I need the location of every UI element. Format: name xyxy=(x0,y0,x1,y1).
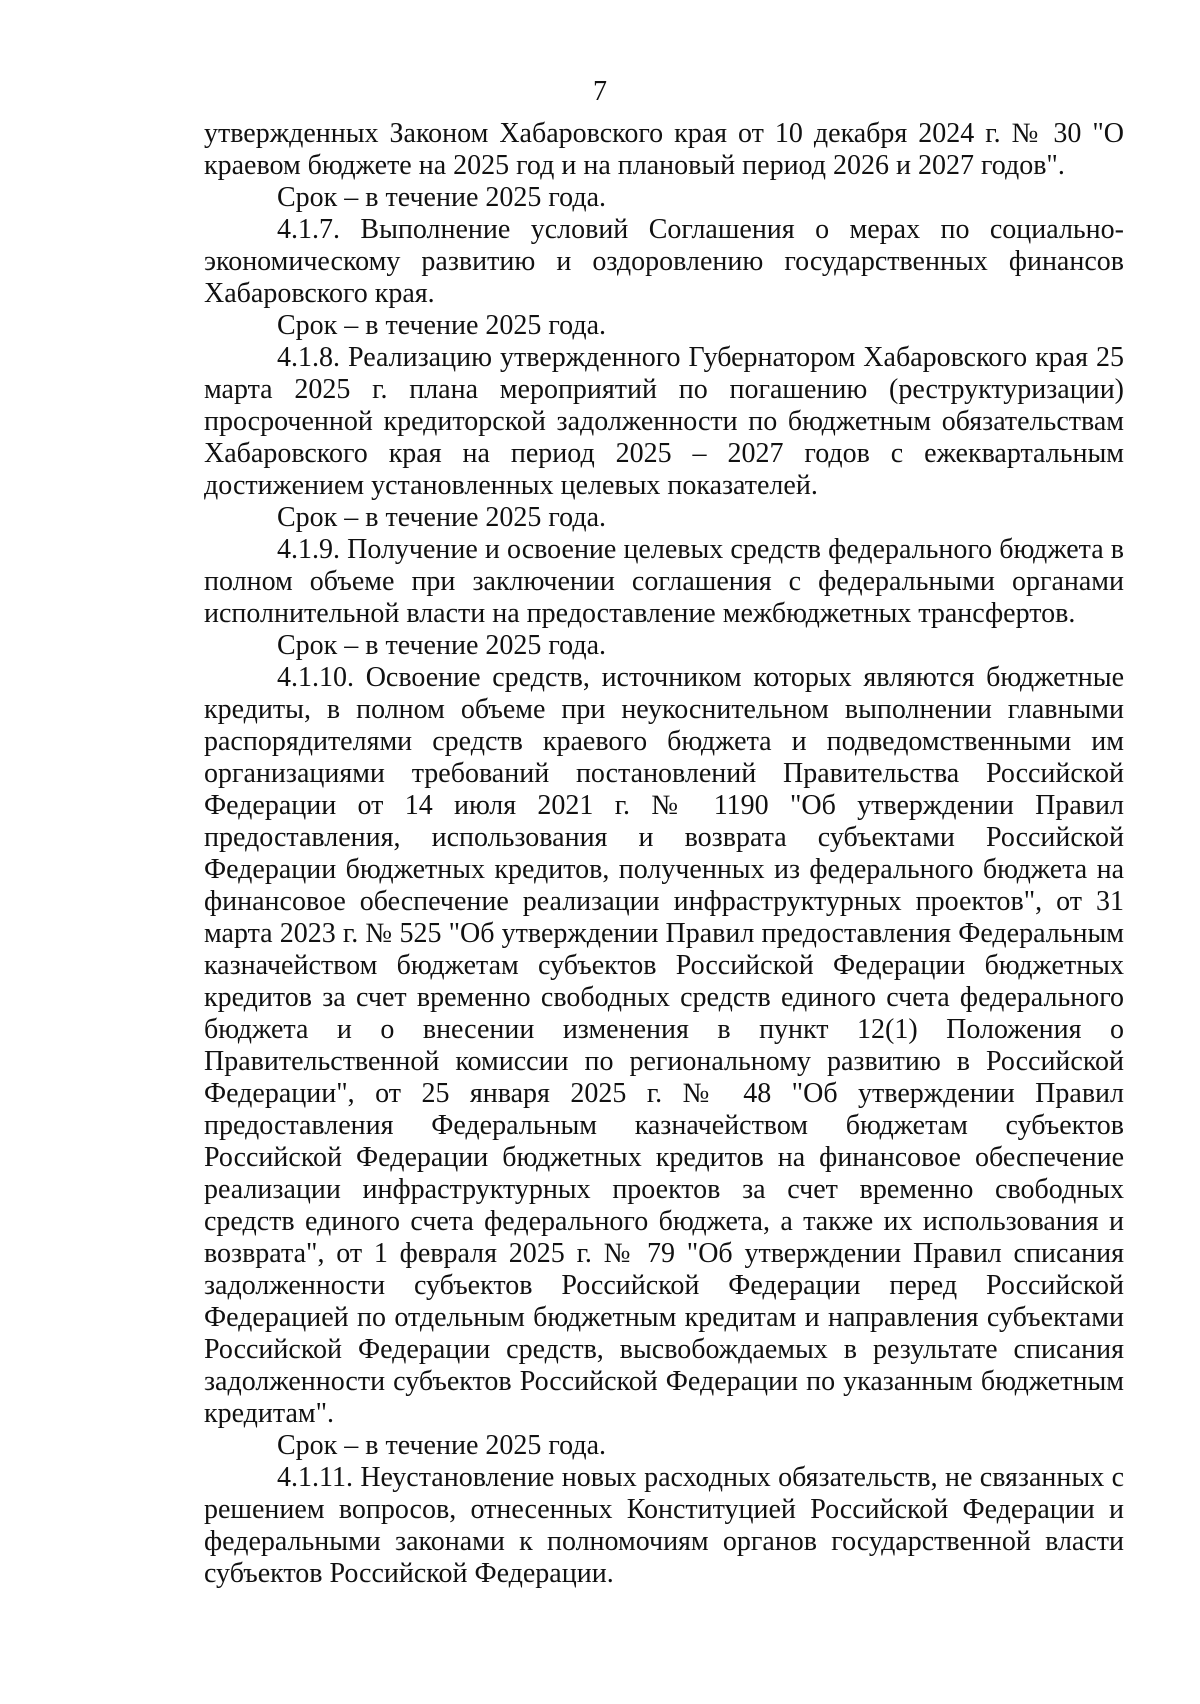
paragraph-item-4-1-7: 4.1.7. Выполнение условий Соглашения о мерах по социально-экономическому развитию и оздоровлению государственных финансов Хабаровского края. xyxy=(204,214,1124,309)
paragraph-continuation: утвержденных Законом Хабаровского края от 10 декабря 2024 г. № 30 "О краевом бюджете на 2025 год и на плановый период 2026 и 2027 годов". xyxy=(204,118,1124,181)
document-body xyxy=(204,118,1124,1590)
paragraph-item-4-1-10: 4.1.10. Освоение средств, источником которых являются бюджетные кредиты, в полном объеме при неукоснительном выполнении главными распорядителями средств краевого бюджета и подведомственными им организациями требований постановлений Правительства Российской Федерации от 14 июля 2021 г. № 1190 "Об утверждении Правил предоставления, использования и возврата субъектами Российской Федерации бюджетных кредитов, полученных из федерального бюджета на финансовое обеспечение реализации инфраструктурных проектов", от 31 марта 2023 г. № 525 "Об утверждении Правил предоставления Федеральным казначейством бюджетам субъектов Российской Федерации бюджетных кредитов за счет временно свободных средств единого счета федерального бюджета и о внесении изменения в пункт 12(1) Положения о Правительственной комиссии по региональному развитию в Российской Федерации", от 25 января 2025 г. № 48 "Об утверждении Правил предоставления Федеральным казначейством бюджетам субъектов Российской Федерации бюджетных кредитов на финансовое обеспечение реализации инфраструктурных проектов за счет временно свободных средств единого счета федерального бюджета, а также их использования и возврата", от 1 февраля 2025 г. № 79 "Об утверждении Правил списания задолженности субъектов Российской Федерации перед Российской Федерацией по отдельным бюджетным кредитам и направления субъектами Российской Федерации средств, высвобождаемых в результате списания задолженности субъектов Российской Федерации по указанным бюджетным кредитам". xyxy=(204,662,1124,1429)
deadline-line: Срок – в течение 2025 года. xyxy=(277,502,607,533)
page-number: 7 xyxy=(593,76,607,107)
deadline-line: Срок – в течение 2025 года. xyxy=(277,310,607,341)
paragraph-item-4-1-11: 4.1.11. Неустановление новых расходных обязательств, не связанных с решением вопросов, отнесенных Конституцией Российской Федерации и федеральными законами к полномочиям органов государственной власти субъектов Российской Федерации. xyxy=(204,1462,1124,1589)
deadline-line: Срок – в течение 2025 года. xyxy=(277,182,607,213)
deadline-line: Срок – в течение 2025 года. xyxy=(277,1430,607,1461)
paragraph-item-4-1-9: 4.1.9. Получение и освоение целевых средств федерального бюджета в полном объеме при заключении соглашения с федеральными органами исполнительной власти на предоставление межбюджетных трансфертов. xyxy=(204,534,1124,629)
deadline-line: Срок – в течение 2025 года. xyxy=(277,630,607,661)
paragraph-item-4-1-8: 4.1.8. Реализацию утвержденного Губернатором Хабаровского края 25 марта 2025 г. плана мероприятий по погашению (реструктуризации) просроченной кредиторской задолженности по бюджетным обязательствам Хабаровского края на период 2025 – 2027 годов с ежеквартальным достижением установленных целевых показателей. xyxy=(204,342,1124,501)
